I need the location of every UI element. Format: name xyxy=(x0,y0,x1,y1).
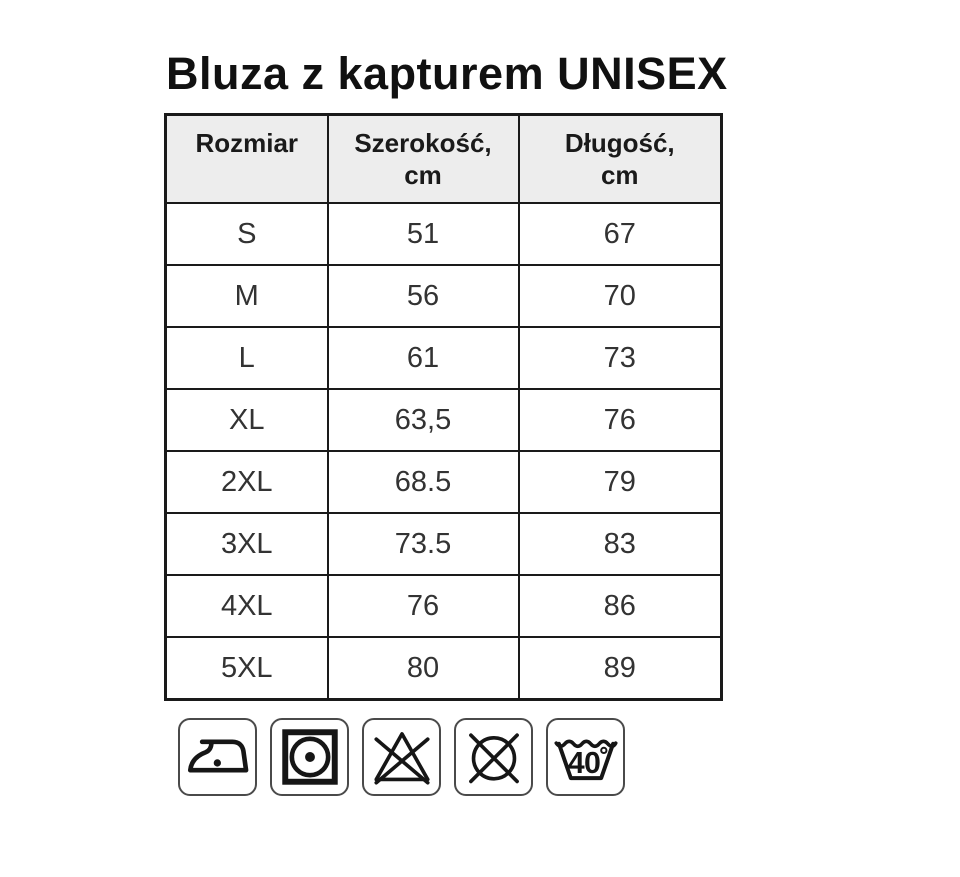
header-line: cm xyxy=(404,160,442,190)
width-cell: 51 xyxy=(328,203,519,265)
header-dlugosc xyxy=(519,115,722,204)
size-cell: 5XL xyxy=(166,637,328,700)
wash-40-icon xyxy=(546,718,625,796)
do-not-bleach-icon xyxy=(362,718,441,796)
size-cell: 3XL xyxy=(166,513,328,575)
size-cell: M xyxy=(166,265,328,327)
table-row xyxy=(166,637,722,700)
size-table xyxy=(164,113,723,701)
length-cell: 89 xyxy=(519,637,722,700)
iron-icon xyxy=(178,718,257,796)
length-cell: 73 xyxy=(519,327,722,389)
table-row xyxy=(166,327,722,389)
size-cell: 4XL xyxy=(166,575,328,637)
table-row xyxy=(166,513,722,575)
width-cell: 73.5 xyxy=(328,513,519,575)
width-cell: 61 xyxy=(328,327,519,389)
do-not-dry-clean-icon xyxy=(454,718,533,796)
length-cell: 79 xyxy=(519,451,722,513)
size-cell: L xyxy=(166,327,328,389)
degree-mark xyxy=(601,748,606,753)
size-cell: 2XL xyxy=(166,451,328,513)
length-cell: 86 xyxy=(519,575,722,637)
length-cell: 76 xyxy=(519,389,722,451)
header-line: Szerokość, xyxy=(354,128,492,158)
table-row xyxy=(166,203,722,265)
header-szerokosc xyxy=(328,115,519,204)
header-line xyxy=(167,159,327,191)
header-line: Rozmiar xyxy=(195,128,299,158)
length-cell: 67 xyxy=(519,203,722,265)
table-row xyxy=(166,451,722,513)
header-rozmiar xyxy=(166,115,328,204)
table-row xyxy=(166,265,722,327)
length-cell: 83 xyxy=(519,513,722,575)
table-header-row xyxy=(166,115,722,204)
size-cell: S xyxy=(166,203,328,265)
width-cell: 76 xyxy=(328,575,519,637)
size-cell: XL xyxy=(166,389,328,451)
tumble-dry-icon xyxy=(270,718,349,796)
width-cell: 80 xyxy=(328,637,519,700)
table-row xyxy=(166,389,722,451)
width-cell: 68.5 xyxy=(328,451,519,513)
page-title: Bluza z kapturem UNISEX xyxy=(166,48,728,99)
care-symbols-row xyxy=(178,718,625,796)
width-cell: 63,5 xyxy=(328,389,519,451)
length-cell: 70 xyxy=(519,265,722,327)
width-cell: 56 xyxy=(328,265,519,327)
header-line: Długość, xyxy=(564,128,675,158)
header-line: cm xyxy=(600,160,639,190)
table-row xyxy=(166,575,722,637)
wash-temperature-label: 40 xyxy=(567,746,600,780)
